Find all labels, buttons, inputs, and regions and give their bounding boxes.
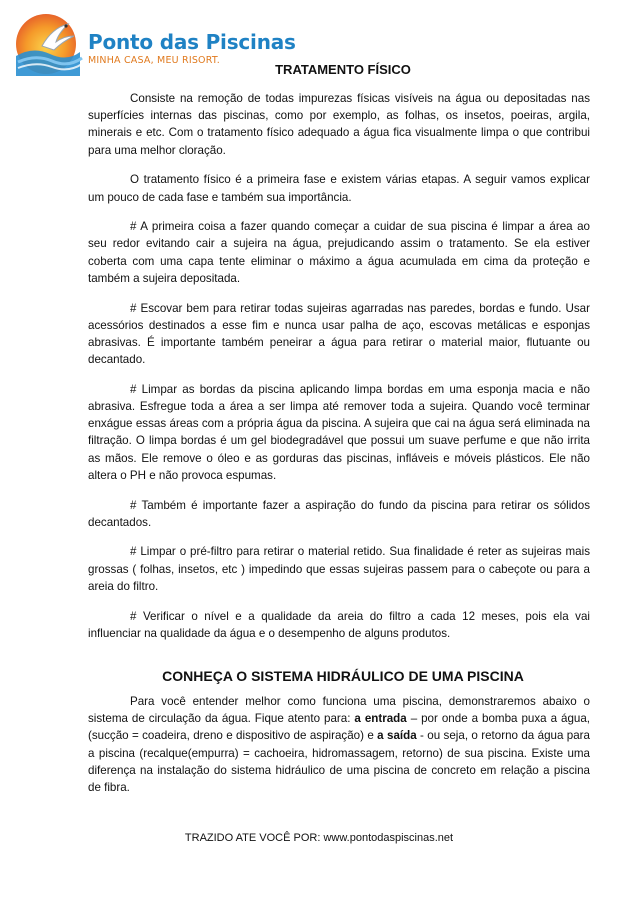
text-run: - ou seja, o retorno da água para a piscina (recalque(empurra) = cachoeira, hidromassagem, retorno) de sua piscina. Existe uma diferença na instalação do sistema hidráulico de uma piscina de concreto em relação a piscina de fibra. xyxy=(88,729,590,795)
document-title: TRATAMENTO FÍSICO xyxy=(275,62,411,77)
text-run: – por onde a bomba puxa a água, (sucção = coadeira, dreno e dispositivo de aspiração) e xyxy=(88,712,591,743)
paragraph: # A primeira coisa a fazer quando começar a cuidar de sua piscina é limpar a área ao seu redor evitando cair a sujeira na água, prejudicando assim o tratamento. Se ela estiver coberta com uma capa tente eliminar o máximo a água acumulada em cima da proteção e também a sujeira depositada. xyxy=(88,220,590,285)
paragraph xyxy=(88,693,590,796)
section-title: CONHEÇA O SISTEMA HIDRÁULICO DE UMA PISCINA xyxy=(162,668,524,684)
section-body xyxy=(88,693,590,796)
paragraph: # Limpar o pré-filtro para retirar o material retido. Sua finalidade é reter as sujeiras mais grossas ( folhas, insetos, etc ) impedindo que essas sujeiras passem para o cabeçote ou para a areia do filtro. xyxy=(88,545,590,593)
document-body xyxy=(88,90,590,654)
paragraph: O tratamento físico é a primeira fase e existem várias etapas. A seguir vamos explicar um pouco de cada fase e também sua importância. xyxy=(88,173,590,204)
logo-title: Ponto das Piscinas xyxy=(88,30,296,54)
footer-credit: TRAZIDO ATE VOCÊ POR: www.pontodaspiscinas.net xyxy=(184,832,454,844)
bold-term-saida: a saída xyxy=(377,729,417,743)
bold-term-entrada: a entrada xyxy=(354,712,407,726)
paragraph: # Limpar as bordas da piscina aplicando limpa bordas em uma esponja macia e não abrasiva. Esfregue toda a área a ser limpa até remover toda a sujeira. Quando você terminar enxágue essas áreas com a própria água da piscina. A sujeira que cai na água será eliminada na filtração. O limpa bordas é um gel biodegradável que possui um suave perfume e que não irrita as mãos. Ele remove o óleo e as gorduras das piscinas, infláveis e móveis plásticos. Ele não altera o PH e não provoca espumas. xyxy=(88,382,590,482)
logo-tagline: MINHA CASA, MEU RISORT. xyxy=(88,55,220,66)
paragraph: # Escovar bem para retirar todas sujeiras agarradas nas paredes, bordas e fundo. Usar acessórios destinados a esse fim e nunca usar palha de aço, escovas metálicas e esponjas abrasivas. É importante também peneirar a água para retirar o material maior, flutuante ou decantado. xyxy=(88,301,590,367)
paragraph: # Também é importante fazer a aspiração do fundo da piscina para retirar os sólidos decantados. xyxy=(88,498,590,529)
paragraph: Consiste na remoção de todas impurezas físicas visíveis na água ou depositadas nas superfícies internas das piscinas, como por exemplo, as folhas, os insetos, poeiras, argila, minerais e etc. Com o tratamento físico adequado a água fica visualmente limpa o que contribui para uma melhor cloração. xyxy=(88,92,590,157)
paragraph: # Verificar o nível e a qualidade da areia do filtro a cada 12 meses, pois ela vai influenciar na qualidade da água e o desempenho de alguns produtos. xyxy=(88,609,590,640)
text-run: Para você entender melhor como funciona uma piscina, demonstraremos abaixo o sistema de circulação da água. Fique atento para: xyxy=(88,695,590,726)
